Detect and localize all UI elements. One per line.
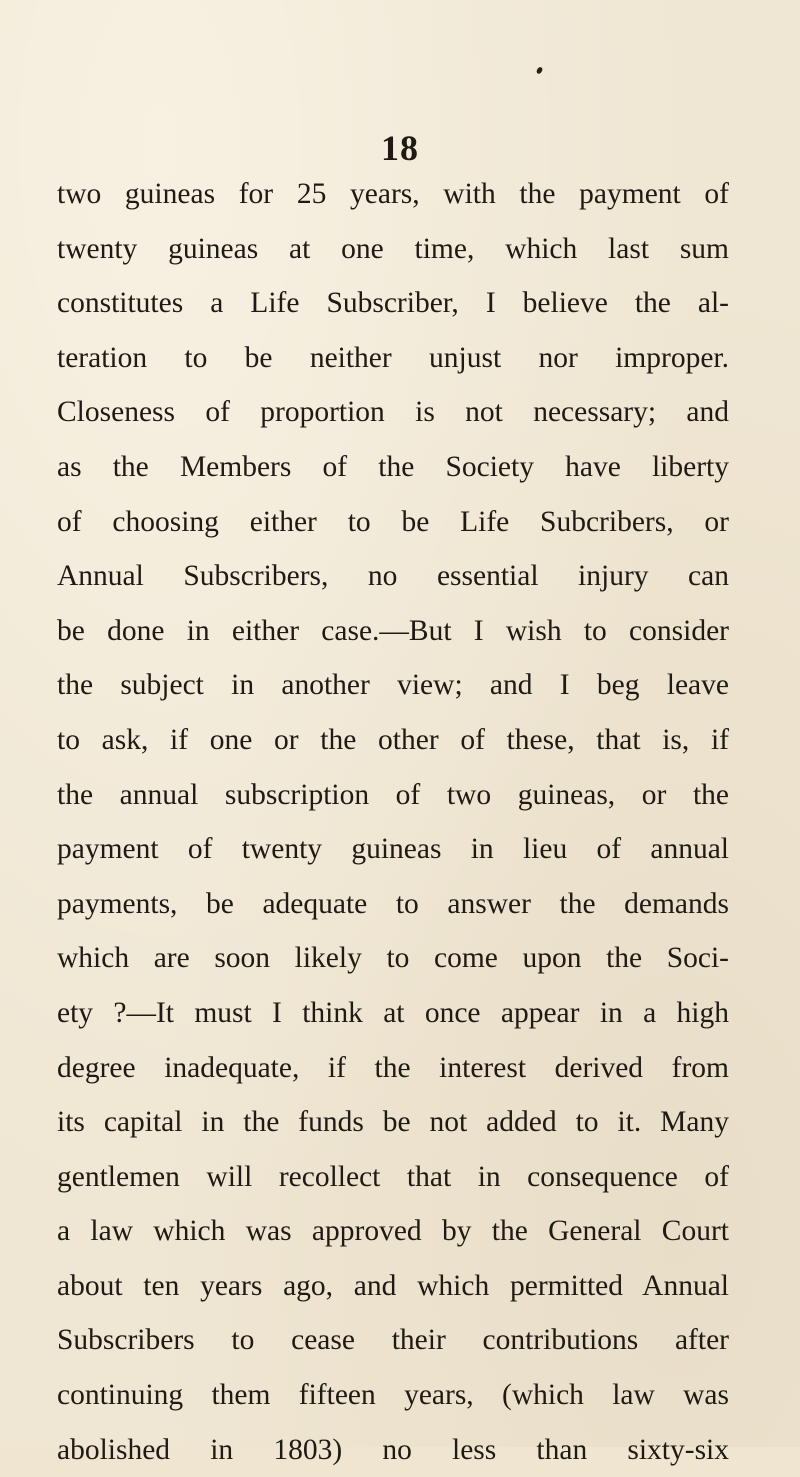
text-line: a law which was approved by the General Court	[57, 1215, 729, 1248]
text-line: degree inadequate, if the interest derived from	[57, 1051, 729, 1084]
ink-speck	[536, 66, 543, 74]
text-line: Closeness of proportion is not necessary; and	[57, 396, 729, 429]
text-line: continuing them fifteen years, (which law was	[57, 1379, 729, 1412]
text-line: payments, be adequate to answer the demands	[57, 887, 729, 920]
page-number: 18	[381, 128, 419, 168]
text-line: which are soon likely to come upon the Soci-	[57, 942, 729, 975]
text-line: its capital in the funds be not added to it. Many	[57, 1106, 729, 1139]
text-line: constitutes a Life Subscriber, I believe the al-	[57, 287, 729, 320]
text-line: ety ?—It must I think at once appear in a high	[57, 996, 729, 1029]
text-line: payment of twenty guineas in lieu of annual	[57, 833, 729, 866]
text-line: abolished in 1803) no less than sixty-six	[57, 1433, 729, 1466]
text-line: of choosing either to be Life Subcribers, or	[57, 505, 729, 538]
text-line: two guineas for 25 years, with the payment of	[57, 178, 729, 210]
text-line: as the Members of the Society have liberty	[57, 450, 729, 483]
text-line: about ten years ago, and which permitted Annual	[57, 1269, 729, 1302]
text-line: the subject in another view; and I beg leave	[57, 669, 729, 702]
text-line: gentlemen will recollect that in consequence of	[57, 1160, 729, 1193]
text-line: twenty guineas at one time, which last sum	[57, 232, 729, 265]
text-line: teration to be neither unjust nor improper.	[57, 341, 729, 374]
text-line: the annual subscription of two guineas, or the	[57, 778, 729, 811]
text-line: Subscribers to cease their contributions after	[57, 1324, 729, 1357]
text-line: be done in either case.—But I wish to consider	[57, 614, 729, 647]
text-line: to ask, if one or the other of these, that is, if	[57, 723, 729, 756]
text-line: Annual Subscribers, no essential injury can	[57, 560, 729, 593]
body-text	[57, 167, 729, 1477]
